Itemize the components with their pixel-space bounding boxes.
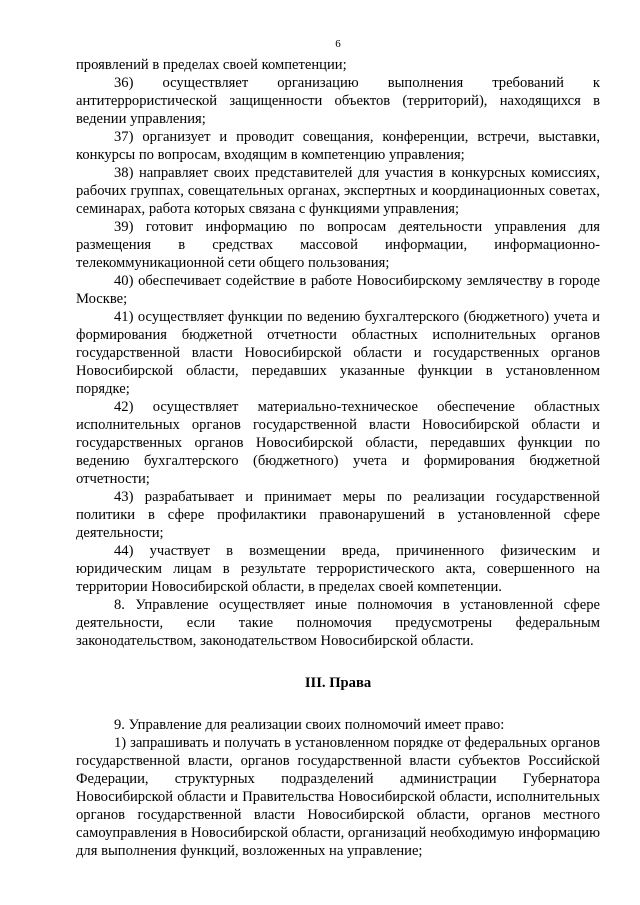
paragraph-clause-9: 9. Управление для реализации своих полномочий имеет право: <box>114 717 505 733</box>
section-heading: III. Права <box>304 675 372 691</box>
paragraph-item-36: 36) осуществляет организацию выполнения требований к антитеррористической защищенности объектов (территорий), находящихся в ведении управления; <box>76 75 600 127</box>
paragraph-continuation: проявлений в пределах своей компетенции; <box>76 57 347 73</box>
paragraph-item-42: 42) осуществляет материально-техническое обеспечение областных исполнительных органов государственной власти Новосибирской области и государственных органов Новосибирской области, передавших функции по ведению бухгалтерского (бюджетного) учета и формирования бюджетной отчетности; <box>76 399 600 487</box>
paragraph-item-37: 37) организует и проводит совещания, конференции, встречи, выставки, конкурсы по вопросам, входящим в компетенцию управления; <box>76 129 600 163</box>
paragraph-right-1: 1) запрашивать и получать в установленном порядке от федеральных органов государственной власти, органов государственной власти субъектов Российской Федерации, структурных подразделений администрации Губернатора Новосибирской области и Правительства Новосибирской области, исполнительных органов государственной власти Новосибирской области, органов местного самоуправления в Новосибирской области, организаций необходимую информацию для выполнения функций, возложенных на управление; <box>76 735 600 859</box>
paragraph-item-43: 43) разрабатывает и принимает меры по реализации государственной политики в сфере профилактики правонарушений в установленной сфере деятельности; <box>76 489 600 541</box>
paragraph-item-38: 38) направляет своих представителей для участия в конкурсных комиссиях, рабочих группах, совещательных органах, экспертных и координационных советах, семинарах, работа которых связана с функциями управления; <box>76 165 600 217</box>
paragraph-item-39: 39) готовит информацию по вопросам деятельности управления для размещения в средствах массовой информации, информационно-телекоммуникационной сети общего пользования; <box>76 219 600 271</box>
page-number: 6 <box>335 38 341 50</box>
paragraph-clause-8: 8. Управление осуществляет иные полномочия в установленной сфере деятельности, если такие полномочия предусмотрены федеральным законодательством, законодательством Новосибирской области. <box>76 597 600 649</box>
paragraph-item-41: 41) осуществляет функции по ведению бухгалтерского (бюджетного) учета и формирования бюджетной отчетности областных исполнительных органов государственной власти Новосибирской области и государственных органов Новосибирской области, передавших указанные функции в установленном порядке; <box>76 309 600 397</box>
paragraphs-after <box>76 716 600 860</box>
paragraph-item-44: 44) участвует в возмещении вреда, причиненного физическим и юридическим лицам в результате террористического акта, совершенного на территории Новосибирской области, в пределах своей компетенции. <box>76 543 600 595</box>
paragraphs-before <box>76 56 600 650</box>
paragraph-item-40: 40) обеспечивает содействие в работе Новосибирскому землячеству в городе Москве; <box>76 273 600 307</box>
